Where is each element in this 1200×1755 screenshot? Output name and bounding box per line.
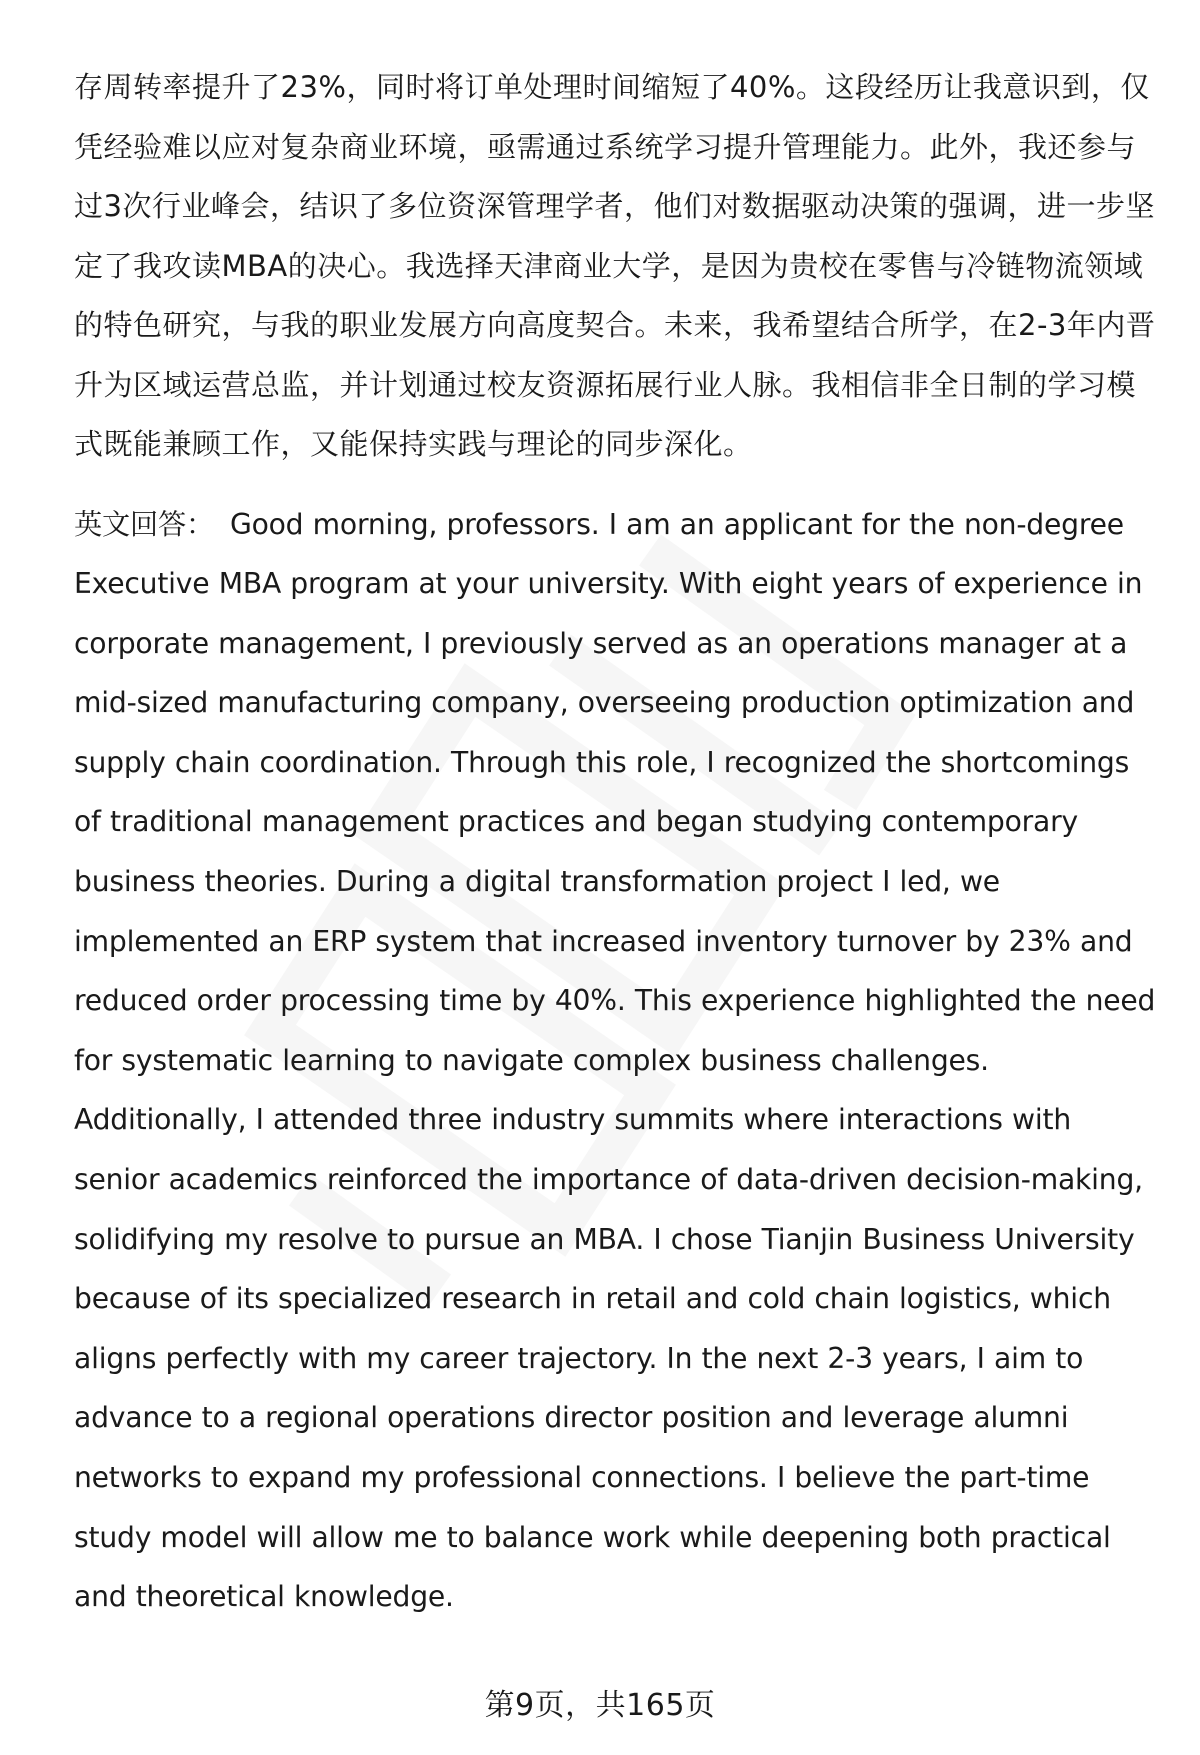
english-answer-label: 英文回答： <box>74 507 214 541</box>
english-answer-text: Good morning, professors. I am an applicant for the non-degree Executive MBA program at your university. With eight years of experience in corporate management, I previously served as an operations manager at a mid-sized manufacturing company, overseeing production optimization and supply chain coordination. Through this role, I recognized the shortcomings of traditional management practices and began studying contemporary business theories. During a digital transformation project I led, we implemented an ERP system that increased inventory turnover by 23% and reduced order processing time by 40%. This experience highlighted the need for systematic learning to navigate complex business challenges. Additionally, I attended three industry summits where interactions with senior academics reinforced the importance of data-driven decision-making, solidifying my resolve to pursue an MBA. I chose Tianjin Business University because of its specialized research in retail and cold chain logistics, which aligns perfectly with my career trajectory. In the next 2-3 years, I aim to advance to a regional operations director position and leverage alumni networks to expand my professional connections. I believe the part-time study model will allow me to balance work while deepening both practical and theoretical knowledge. <box>74 507 1156 1614</box>
page-number-footer: 第9页，共165页 <box>484 1688 716 1723</box>
document-page <box>74 58 1159 1627</box>
english-answer-paragraph <box>74 495 1159 1627</box>
chinese-answer-paragraph: 存周转率提升了23%，同时将订单处理时间缩短了40%。这段经历让我意识到，仅凭经验难以应对复杂商业环境，亟需通过系统学习提升管理能力。此外，我还参与过3次行业峰会，结识了多位资深管理学者，他们对数据驱动决策的强调，进一步坚定了我攻读MBA的决心。我选择天津商业大学，是因为贵校在零售与冷链物流领域的特色研究，与我的职业发展方向高度契合。未来，我希望结合所学，在2-3年内晋升为区域运营总监，并计划通过校友资源拓展行业人脉。我相信非全日制的学习模式既能兼顾工作，又能保持实践与理论的同步深化。 <box>74 70 1156 461</box>
